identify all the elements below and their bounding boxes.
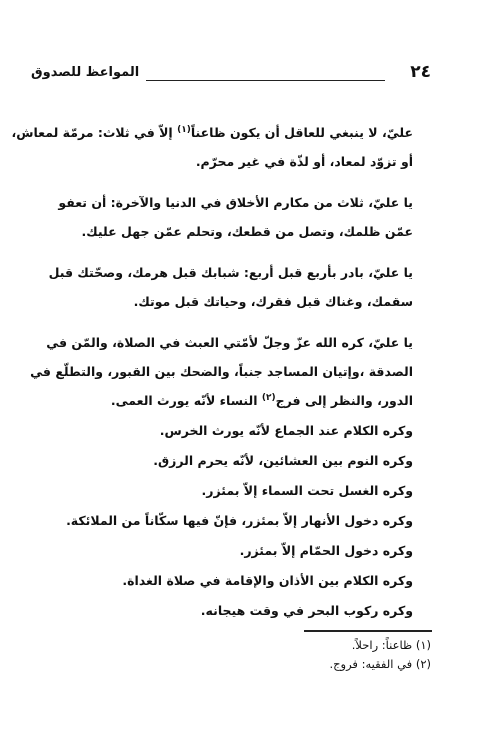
text-run: النساء لأنّه يورث العمى.	[110, 393, 262, 408]
saying-1: وكره الكلام عند الجماع لأنّه يورث الخرس.	[159, 423, 413, 438]
paragraph-1-line-1	[11, 118, 413, 147]
page-header	[31, 63, 431, 87]
text-run: الدور، والنظر إلى فرج	[275, 393, 413, 408]
footnote-ref-2: (٢)	[261, 392, 276, 403]
paragraph-3-line-1: يا عليّ، بادر بأربع قبل أربع: شبابك قبل هرمك، وصحّتك قبل	[48, 265, 413, 280]
saying-7: وكره ركوب البحر في وقت هيجانه.	[200, 603, 413, 618]
header-rule	[146, 80, 385, 81]
footnotes	[131, 636, 431, 674]
paragraph-3-line-2: سقمك، وغناك قبل فقرك، وحياتك قبل موتك.	[133, 294, 413, 309]
paragraph-4-line-2: الصدقة ،وإتيان المساجد جنباً، والضحك بين القبور، والتطلّع في	[30, 364, 413, 379]
paragraph-1	[11, 118, 413, 176]
paragraph-2-line-1: يا عليّ، ثلاث من مكارم الأخلاق في الدنيا والآخرة: أن تعفو	[58, 195, 413, 210]
footnote-ref-1: (١)	[177, 124, 191, 135]
saying-4: وكره دخول الأنهار إلاّ بمئزر، فإنّ فيها سكّاناً من الملائكة.	[66, 513, 413, 528]
paragraph-2	[33, 188, 413, 246]
footnote-separator	[304, 630, 432, 632]
paragraph-4	[30, 328, 413, 415]
saying-5: وكره دخول الحمّام إلاّ بمئزر.	[239, 543, 413, 558]
saying-2: وكره النوم بين العشائين، لأنّه يحرم الرزق.	[153, 453, 413, 468]
paragraph-2-line-2: عمّن ظلمك، وتصل من قطعك، وتحلم عمّن جهل عليك.	[81, 224, 413, 239]
footnote-1: (١) ظاعناً: راحلاً.	[351, 638, 431, 652]
paragraph-4-line-3	[33, 386, 413, 415]
main-text	[11, 118, 413, 626]
paragraph-4-line-1: يا عليّ، كره الله عزّ وجلّ لأمّتي العبث في الصلاة، والمّن في	[46, 335, 413, 350]
text-run: إلاّ في ثلاث: مرمّة لمعاش،	[11, 125, 178, 140]
saying-6: وكره الكلام بين الأذان والإقامة في صلاة الغداة.	[122, 573, 413, 588]
paragraph-3	[33, 258, 413, 316]
page-number: ٢٤	[410, 62, 431, 82]
footnote-2: (٢) في الفقيه: فروج.	[329, 657, 431, 671]
paragraph-1-line-2: أو تزوّد لمعاد، أو لذّة في غير محرّم.	[195, 154, 413, 169]
saying-3: وكره الغسل تحت السماء إلاّ بمئزر.	[201, 483, 413, 498]
text-run: عليّ، لا ينبغي للعاقل أن يكون ظاعناً	[190, 125, 413, 140]
running-title: المواعظ للصدوق	[31, 65, 140, 80]
